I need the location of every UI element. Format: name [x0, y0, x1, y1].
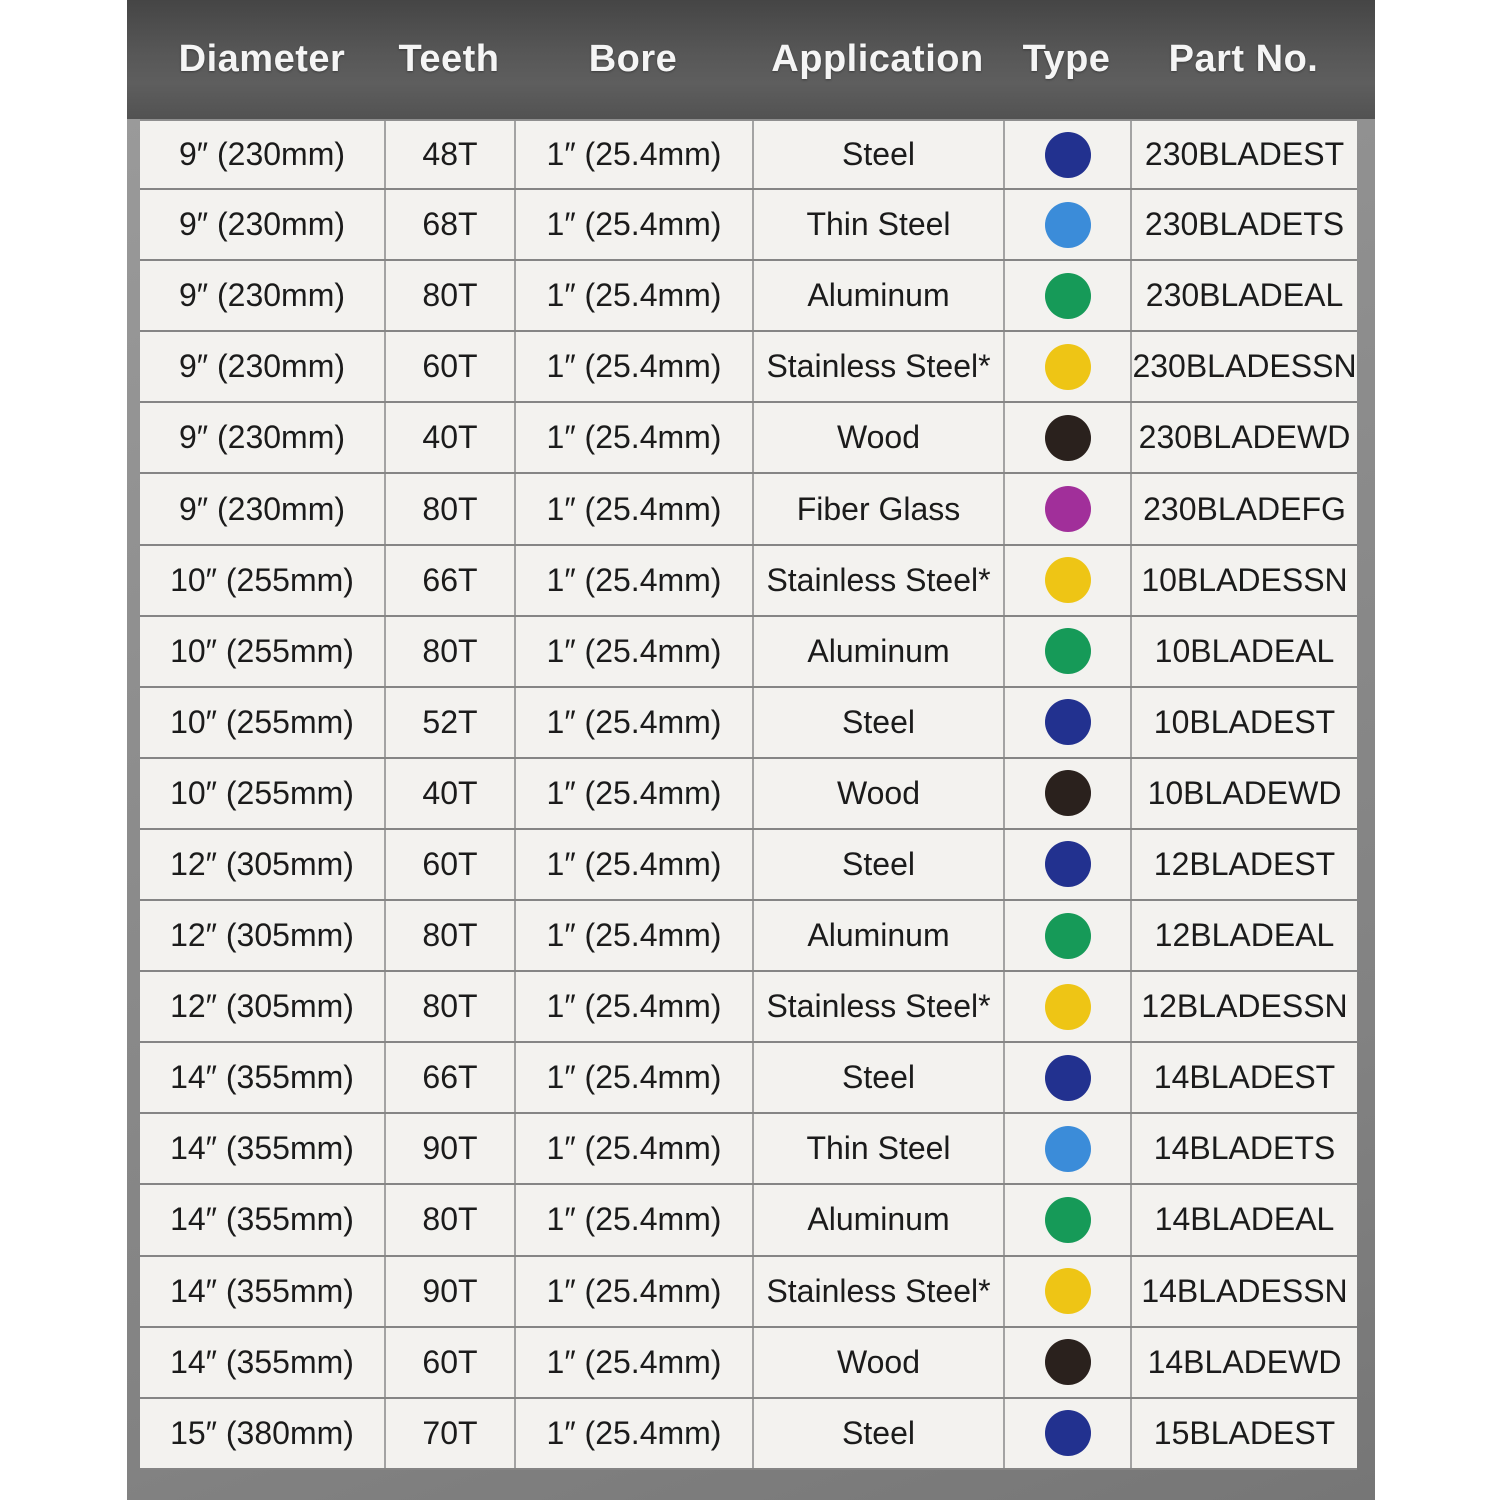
application-cell: Aluminum	[752, 901, 1003, 970]
part-no-cell: 14BLADEAL	[1130, 1185, 1357, 1254]
aluminum-type-dot	[1045, 628, 1091, 674]
blade-spec-table	[140, 0, 1357, 1470]
diameter-cell: 15″ (380mm)	[170, 1414, 354, 1451]
teeth-cell: 66T	[384, 546, 514, 615]
aluminum-type-dot	[1045, 913, 1091, 959]
part-no-cell: 14BLADETS	[1130, 1114, 1357, 1183]
table-header-row	[140, 0, 1357, 119]
stainless-steel-type-dot	[1045, 1268, 1091, 1314]
type-cell	[1003, 1043, 1130, 1112]
type-cell	[1003, 759, 1130, 828]
teeth-cell: 60T	[384, 1328, 514, 1397]
diameter-cell: 10″ (255mm)	[170, 561, 354, 598]
part-no-cell: 14BLADEWD	[1130, 1328, 1357, 1397]
aluminum-type-dot	[1045, 273, 1091, 319]
type-cell	[1003, 546, 1130, 615]
diameter-cell: 12″ (305mm)	[170, 917, 354, 954]
type-cell	[1003, 830, 1130, 899]
bore-cell: 1″ (25.4mm)	[514, 1185, 752, 1254]
diameter-cell: 10″ (255mm)	[170, 703, 354, 740]
teeth-cell: 40T	[384, 403, 514, 472]
type-cell	[1003, 403, 1130, 472]
teeth-cell: 80T	[384, 972, 514, 1041]
type-cell	[1003, 190, 1130, 259]
col-header-diameter: Diameter	[178, 38, 346, 80]
application-cell: Aluminum	[752, 1185, 1003, 1254]
bore-cell: 1″ (25.4mm)	[514, 1043, 752, 1112]
thin-steel-type-dot	[1045, 1126, 1091, 1172]
application-cell: Wood	[752, 759, 1003, 828]
teeth-cell: 40T	[384, 759, 514, 828]
part-no-cell: 12BLADEST	[1130, 830, 1357, 899]
diameter-cell: 9″ (230mm)	[178, 419, 346, 456]
application-cell: Aluminum	[752, 617, 1003, 686]
col-header-application: Application	[771, 38, 984, 80]
type-cell	[1003, 972, 1130, 1041]
table-row	[140, 1257, 1357, 1328]
application-cell: Stainless Steel*	[752, 972, 1003, 1041]
type-cell	[1003, 474, 1130, 543]
table-row	[140, 1185, 1357, 1256]
table-row	[140, 261, 1357, 332]
type-cell	[1003, 1114, 1130, 1183]
col-header-part-no: Part No.	[1168, 38, 1319, 80]
teeth-cell: 80T	[384, 261, 514, 330]
application-cell: Thin Steel	[752, 1114, 1003, 1183]
application-cell: Steel	[752, 1043, 1003, 1112]
application-cell: Steel	[752, 830, 1003, 899]
part-no-cell: 14BLADESSN	[1130, 1257, 1357, 1326]
steel-type-dot	[1045, 699, 1091, 745]
aluminum-type-dot	[1045, 1197, 1091, 1243]
table-body	[140, 119, 1357, 1470]
teeth-cell: 80T	[384, 901, 514, 970]
part-no-cell: 230BLADEST	[1130, 121, 1357, 188]
fiber-glass-type-dot	[1045, 486, 1091, 532]
table-row	[140, 972, 1357, 1043]
type-cell	[1003, 617, 1130, 686]
bore-cell: 1″ (25.4mm)	[514, 1257, 752, 1326]
type-cell	[1003, 1257, 1130, 1326]
teeth-cell: 52T	[384, 688, 514, 757]
application-cell: Aluminum	[752, 261, 1003, 330]
table-row	[140, 119, 1357, 190]
diameter-cell: 14″ (355mm)	[170, 1130, 354, 1167]
type-cell	[1003, 688, 1130, 757]
teeth-cell: 60T	[384, 332, 514, 401]
application-cell: Steel	[752, 688, 1003, 757]
type-cell	[1003, 1185, 1130, 1254]
thin-steel-type-dot	[1045, 202, 1091, 248]
table-row	[140, 688, 1357, 759]
steel-type-dot	[1045, 132, 1091, 178]
teeth-cell: 70T	[384, 1399, 514, 1468]
part-no-cell: 15BLADEST	[1130, 1399, 1357, 1468]
col-header-teeth: Teeth	[398, 38, 500, 80]
application-cell: Stainless Steel*	[752, 1257, 1003, 1326]
teeth-cell: 90T	[384, 1114, 514, 1183]
table-row	[140, 617, 1357, 688]
application-cell: Thin Steel	[752, 190, 1003, 259]
teeth-cell: 68T	[384, 190, 514, 259]
diameter-cell: 10″ (255mm)	[170, 774, 354, 811]
bore-cell: 1″ (25.4mm)	[514, 1114, 752, 1183]
diameter-cell: 12″ (305mm)	[170, 845, 354, 882]
diameter-cell: 14″ (355mm)	[170, 1059, 354, 1096]
bore-cell: 1″ (25.4mm)	[514, 830, 752, 899]
application-cell: Wood	[752, 1328, 1003, 1397]
steel-type-dot	[1045, 841, 1091, 887]
application-cell: Wood	[752, 403, 1003, 472]
diameter-cell: 9″ (230mm)	[178, 277, 346, 314]
table-row	[140, 830, 1357, 901]
part-no-cell: 10BLADESSN	[1130, 546, 1357, 615]
bore-cell: 1″ (25.4mm)	[514, 121, 752, 188]
part-no-cell: 10BLADEAL	[1130, 617, 1357, 686]
bore-cell: 1″ (25.4mm)	[514, 546, 752, 615]
type-cell	[1003, 901, 1130, 970]
type-cell	[1003, 1399, 1130, 1468]
stainless-steel-type-dot	[1045, 557, 1091, 603]
teeth-cell: 66T	[384, 1043, 514, 1112]
bore-cell: 1″ (25.4mm)	[514, 759, 752, 828]
bore-cell: 1″ (25.4mm)	[514, 1399, 752, 1468]
table-row	[140, 1114, 1357, 1185]
application-cell: Fiber Glass	[752, 474, 1003, 543]
diameter-cell: 9″ (230mm)	[178, 490, 346, 527]
steel-type-dot	[1045, 1055, 1091, 1101]
teeth-cell: 48T	[384, 121, 514, 188]
application-cell: Stainless Steel*	[752, 546, 1003, 615]
table-row	[140, 190, 1357, 261]
bore-cell: 1″ (25.4mm)	[514, 688, 752, 757]
part-no-cell: 12BLADEAL	[1130, 901, 1357, 970]
part-no-cell: 230BLADEFG	[1130, 474, 1357, 543]
part-no-cell: 230BLADESSN	[1130, 332, 1357, 401]
table-row	[140, 403, 1357, 474]
bore-cell: 1″ (25.4mm)	[514, 190, 752, 259]
diameter-cell: 14″ (355mm)	[170, 1201, 354, 1238]
part-no-cell: 12BLADESSN	[1130, 972, 1357, 1041]
steel-type-dot	[1045, 1410, 1091, 1456]
diameter-cell: 9″ (230mm)	[178, 348, 346, 385]
teeth-cell: 80T	[384, 617, 514, 686]
type-cell	[1003, 332, 1130, 401]
application-cell: Stainless Steel*	[752, 332, 1003, 401]
application-cell: Steel	[752, 1399, 1003, 1468]
part-no-cell: 230BLADEWD	[1130, 403, 1357, 472]
part-no-cell: 230BLADEAL	[1130, 261, 1357, 330]
diameter-cell: 14″ (355mm)	[170, 1272, 354, 1309]
type-cell	[1003, 261, 1130, 330]
spec-sheet-photo	[127, 0, 1375, 1500]
part-no-cell: 14BLADEST	[1130, 1043, 1357, 1112]
wood-type-dot	[1045, 770, 1091, 816]
teeth-cell: 80T	[384, 474, 514, 543]
bore-cell: 1″ (25.4mm)	[514, 474, 752, 543]
wood-type-dot	[1045, 415, 1091, 461]
diameter-cell: 9″ (230mm)	[178, 206, 346, 243]
bore-cell: 1″ (25.4mm)	[514, 403, 752, 472]
table-row	[140, 474, 1357, 545]
table-row	[140, 546, 1357, 617]
diameter-cell: 10″ (255mm)	[170, 632, 354, 669]
table-row	[140, 1043, 1357, 1114]
table-row	[140, 1399, 1357, 1470]
part-no-cell: 10BLADEST	[1130, 688, 1357, 757]
diameter-cell: 12″ (305mm)	[170, 988, 354, 1025]
diameter-cell: 14″ (355mm)	[170, 1343, 354, 1380]
part-no-cell: 10BLADEWD	[1130, 759, 1357, 828]
col-header-bore: Bore	[588, 38, 678, 80]
col-header-type: Type	[1022, 38, 1111, 80]
application-cell: Steel	[752, 121, 1003, 188]
table-row	[140, 332, 1357, 403]
bore-cell: 1″ (25.4mm)	[514, 332, 752, 401]
bore-cell: 1″ (25.4mm)	[514, 972, 752, 1041]
bore-cell: 1″ (25.4mm)	[514, 261, 752, 330]
teeth-cell: 80T	[384, 1185, 514, 1254]
teeth-cell: 90T	[384, 1257, 514, 1326]
table-row	[140, 901, 1357, 972]
bore-cell: 1″ (25.4mm)	[514, 1328, 752, 1397]
type-cell	[1003, 121, 1130, 188]
bore-cell: 1″ (25.4mm)	[514, 901, 752, 970]
table-row	[140, 1328, 1357, 1399]
stainless-steel-type-dot	[1045, 984, 1091, 1030]
type-cell	[1003, 1328, 1130, 1397]
bore-cell: 1″ (25.4mm)	[514, 617, 752, 686]
teeth-cell: 60T	[384, 830, 514, 899]
wood-type-dot	[1045, 1339, 1091, 1385]
diameter-cell: 9″ (230mm)	[178, 136, 346, 173]
stainless-steel-type-dot	[1045, 344, 1091, 390]
part-no-cell: 230BLADETS	[1130, 190, 1357, 259]
table-row	[140, 759, 1357, 830]
